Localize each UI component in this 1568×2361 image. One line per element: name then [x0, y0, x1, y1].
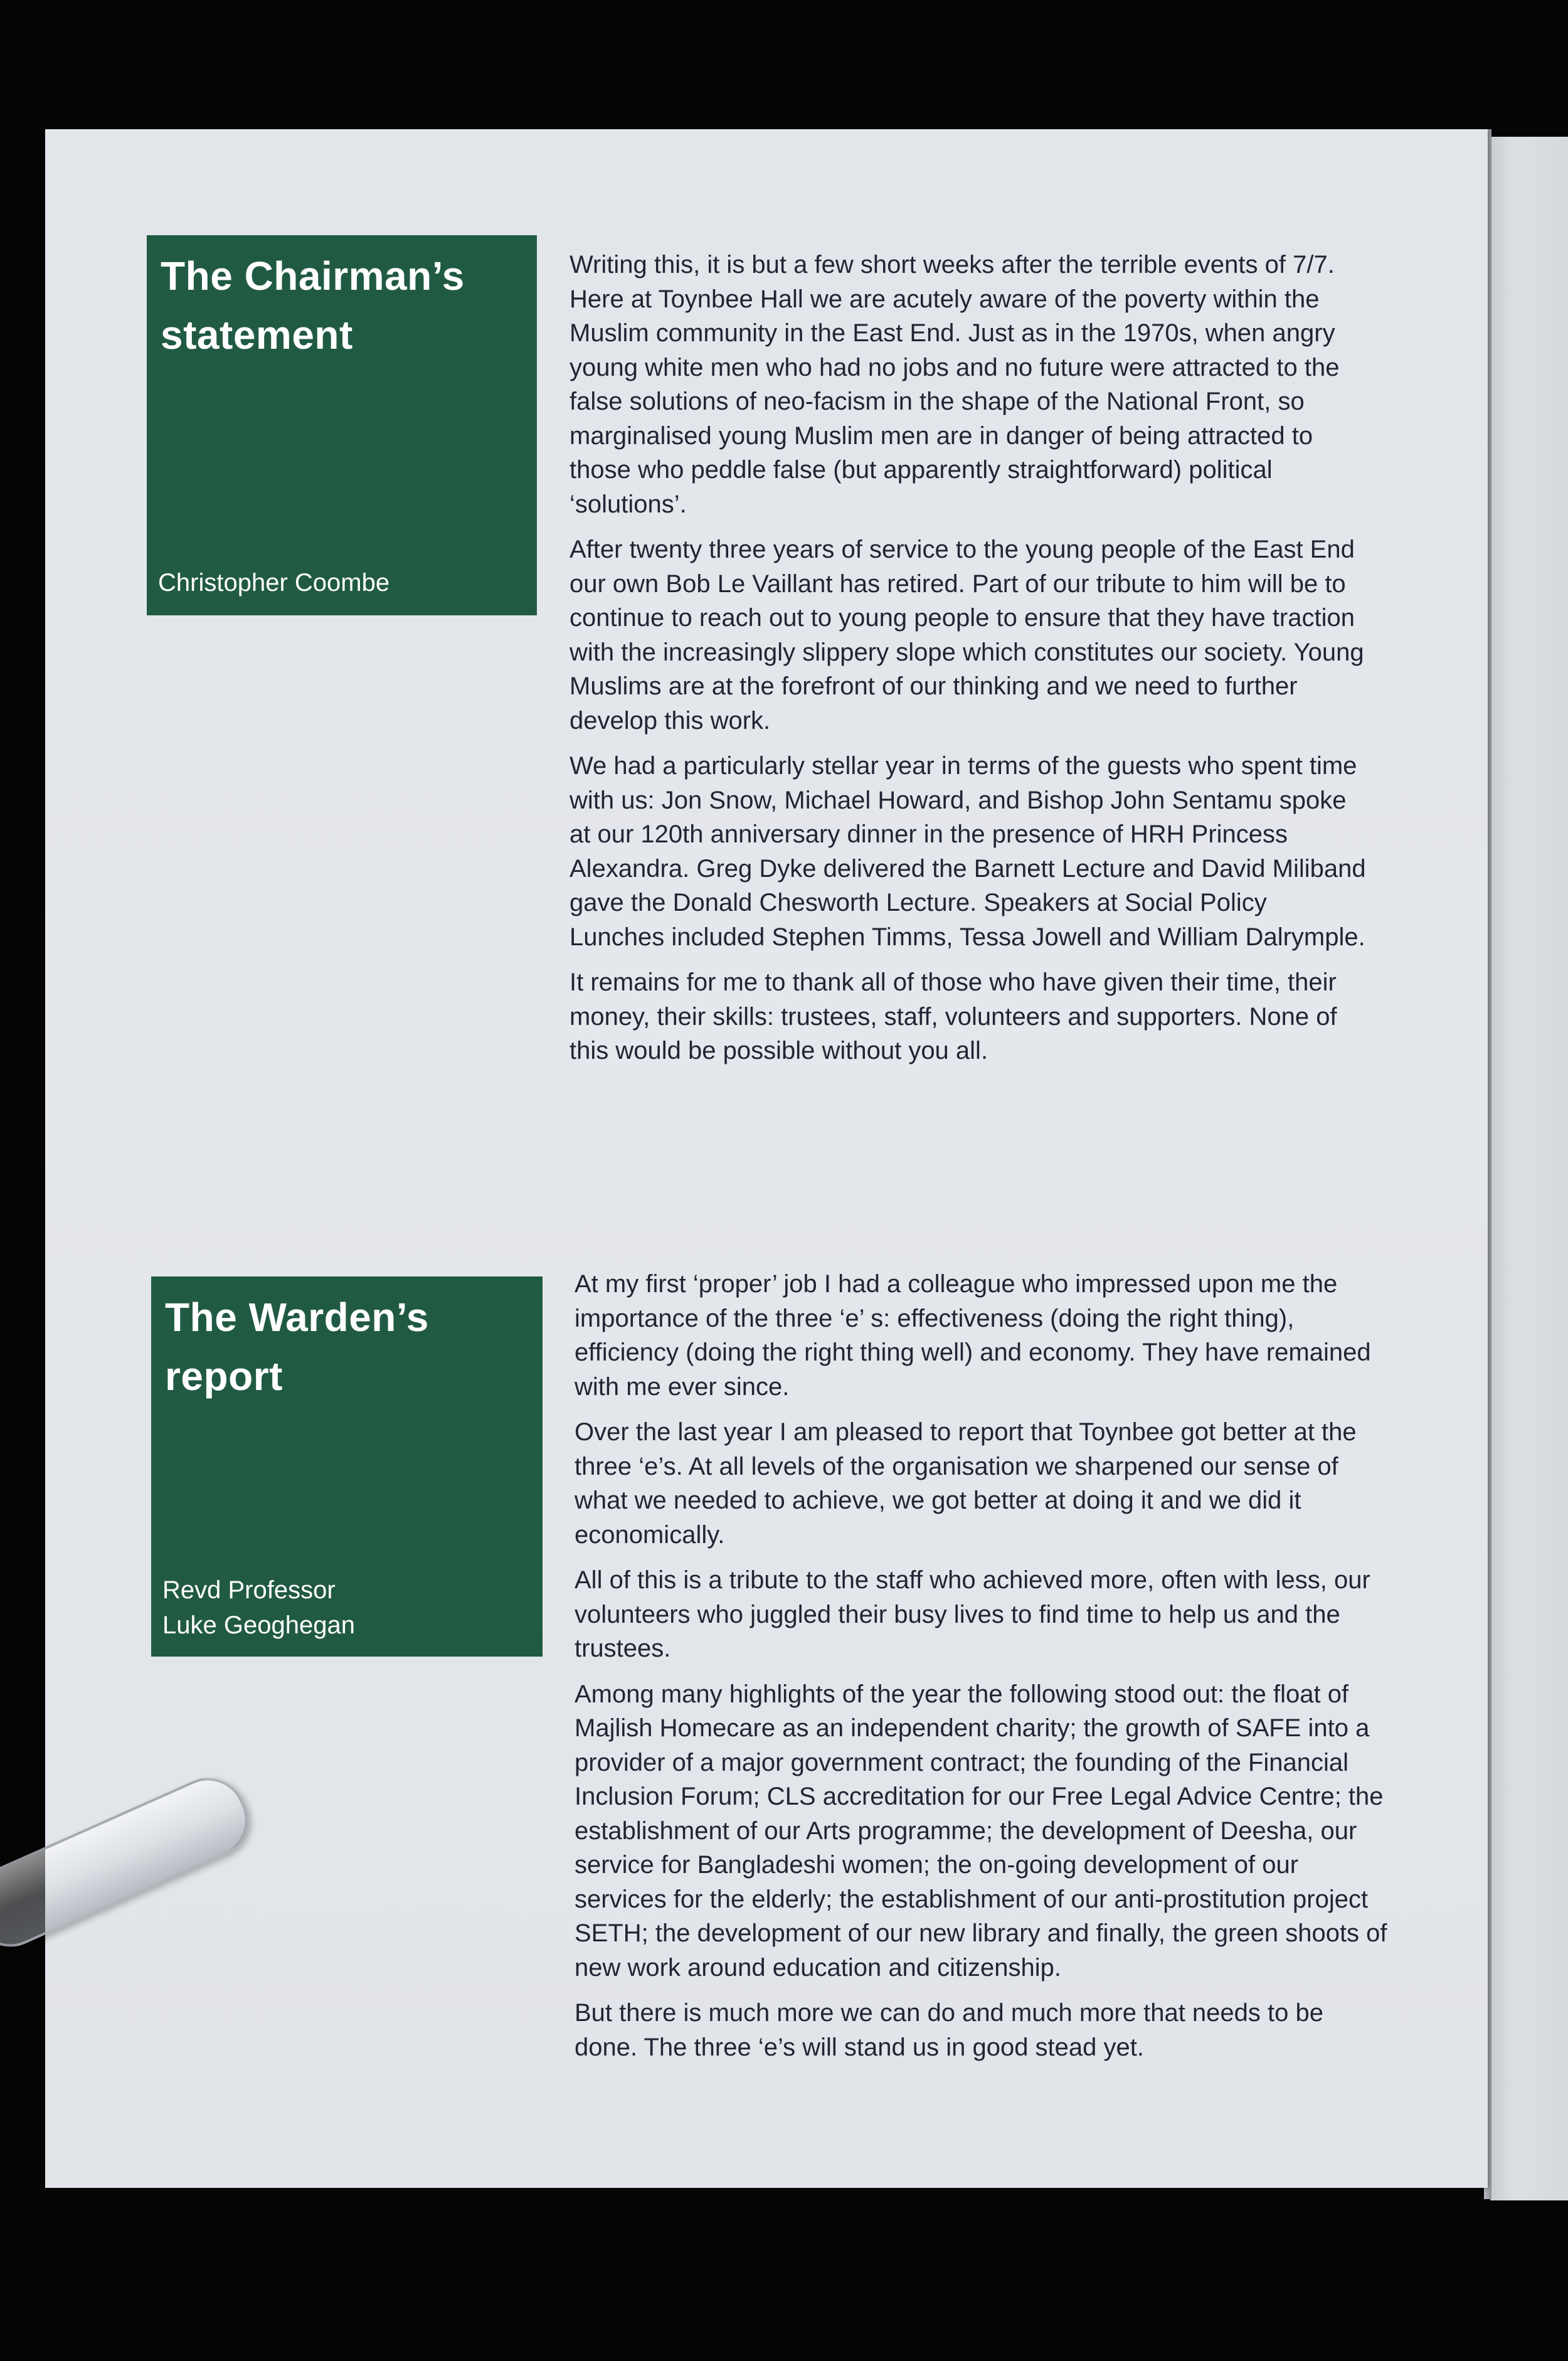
warden-paragraph: At my first ‘proper’ job I had a colleague who impressed upon me the importance of the three ‘e’ s: effectiveness (doing the right thing), efficiency (doing the right thing well) and economy. They have remained with me ever since.: [575, 1270, 1371, 1401]
warden-heading-box: [151, 1276, 543, 1657]
warden-author-line: Revd Professor: [162, 1576, 336, 1604]
chairman-paragraph: Writing this, it is but a few short weeks after the terrible events of 7/7. Here at Toynbee Hall we are acutely aware of the poverty within the Muslim community in the East End. Just as in the 1970s, when angry young white men who had no jobs and no future were attracted to the false solutions of neo-facism in the shape of the National Front, so marginalised young Muslim men are in danger of being attracted to those who peddle false (but apparently straightforward) political ‘solutions’.: [569, 251, 1340, 518]
chairman-paragraph: We had a particularly stellar year in terms of the guests who spent time with us: Jon Snow, Michael Howard, and Bishop John Sentamu spoke at our 120th anniversary dinner in the presence of HRH Princess Alexandra. Greg Dyke delivered the Barnett Lecture and David Miliband gave the Donald Chesworth Lecture. Speakers at Social Policy Lunches included Stephen Timms, Tessa Jowell and William Dalrymple.: [569, 752, 1366, 951]
chairman-paragraph: It remains for me to thank all of those who have given their time, their money, their skills: trustees, staff, volunteers and supporters. None of this would be possible without you all.: [569, 968, 1337, 1064]
warden-paragraph: Over the last year I am pleased to report that Toynbee got better at the three ‘e’s. At all levels of the organisation we sharpened our sense of what we needed to achieve, we got better at doing it and we did it economically.: [575, 1418, 1357, 1549]
chairman-title: The Chairman’s statement: [161, 253, 465, 358]
warden-author: [162, 1573, 526, 1643]
warden-paragraph: But there is much more we can do and much more that needs to be done. The three ‘e’s will stand us in good stead yet.: [575, 1999, 1323, 2061]
next-page-edge: [1490, 137, 1568, 2200]
warden-body: [575, 1267, 1390, 2076]
chairman-author: Christopher Coombe: [158, 569, 390, 597]
warden-paragraph: Among many highlights of the year the following stood out: the float of Majlish Homecare as an independent charity; the growth of SAFE into a provider of a major government contract; the founding of the Financial Inclusion Forum; CLS accreditation for our Free Legal Advice Centre; the establishment of our Arts programme; the development of Deesha, our service for Bangladeshi women; the on-going development of our services for the elderly; the establishment of our anti-prostitution project SETH; the development of our new library and finally, the green shoots of new work around education and citizenship.: [575, 1680, 1387, 1982]
warden-author-line: Luke Geoghegan: [162, 1611, 355, 1639]
warden-title: The Warden’s report: [165, 1295, 429, 1399]
chairman-heading-box: [147, 235, 537, 615]
chairman-body: [569, 248, 1366, 1080]
chairman-paragraph: After twenty three years of service to the young people of the East End our own Bob Le Vaillant has retired. Part of our tribute to him will be to continue to reach out to young people to ensure that they have traction with the increasingly slippery slope which constitutes our society. Young Muslims are at the forefront of our thinking and we need to further develop this work.: [569, 536, 1364, 735]
warden-paragraph: All of this is a tribute to the staff who achieved more, often with less, our volunteers who juggled their busy lives to find time to help us and the trustees.: [575, 1566, 1370, 1662]
